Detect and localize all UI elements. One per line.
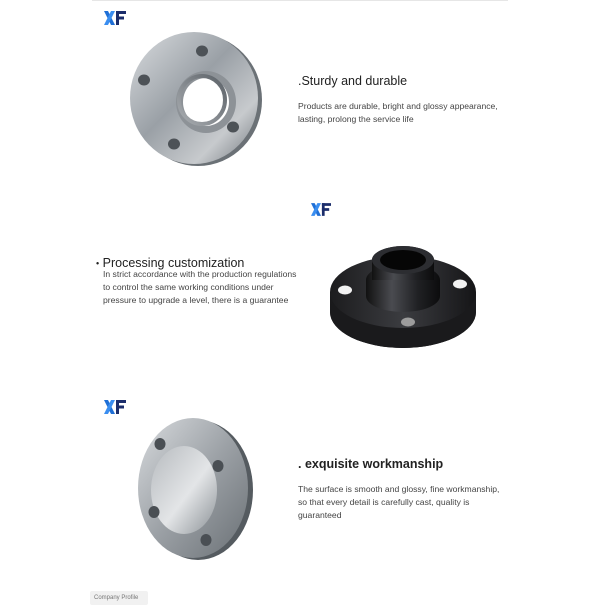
feature-title: . exquisite workmanship [298,457,444,471]
weld-neck-flange-image [328,240,478,350]
company-profile-tab[interactable]: Company Profile [90,591,148,605]
feature-title: .Sturdy and durable [298,74,408,88]
xf-logo-icon [311,203,331,216]
top-divider [92,0,508,1]
slip-on-flange-image [122,26,268,170]
blind-flange-image [134,416,254,562]
feature-description: The surface is smooth and glossy, fine workmanship, so that every detail is carefully cast, quality is guaranteed [298,484,500,520]
xf-logo-icon [104,11,126,25]
bullet-marker: • [96,258,100,269]
feature-title: Processing customization [102,256,245,270]
feature-description: Products are durable, bright and glossy appearance, lasting, prolong the service life [298,101,498,124]
xf-logo-icon [104,400,126,414]
feature-description: In strict accordance with the production regulations to control the same working conditions under pressure to upgrade a level, there is a guarantee [103,269,297,305]
